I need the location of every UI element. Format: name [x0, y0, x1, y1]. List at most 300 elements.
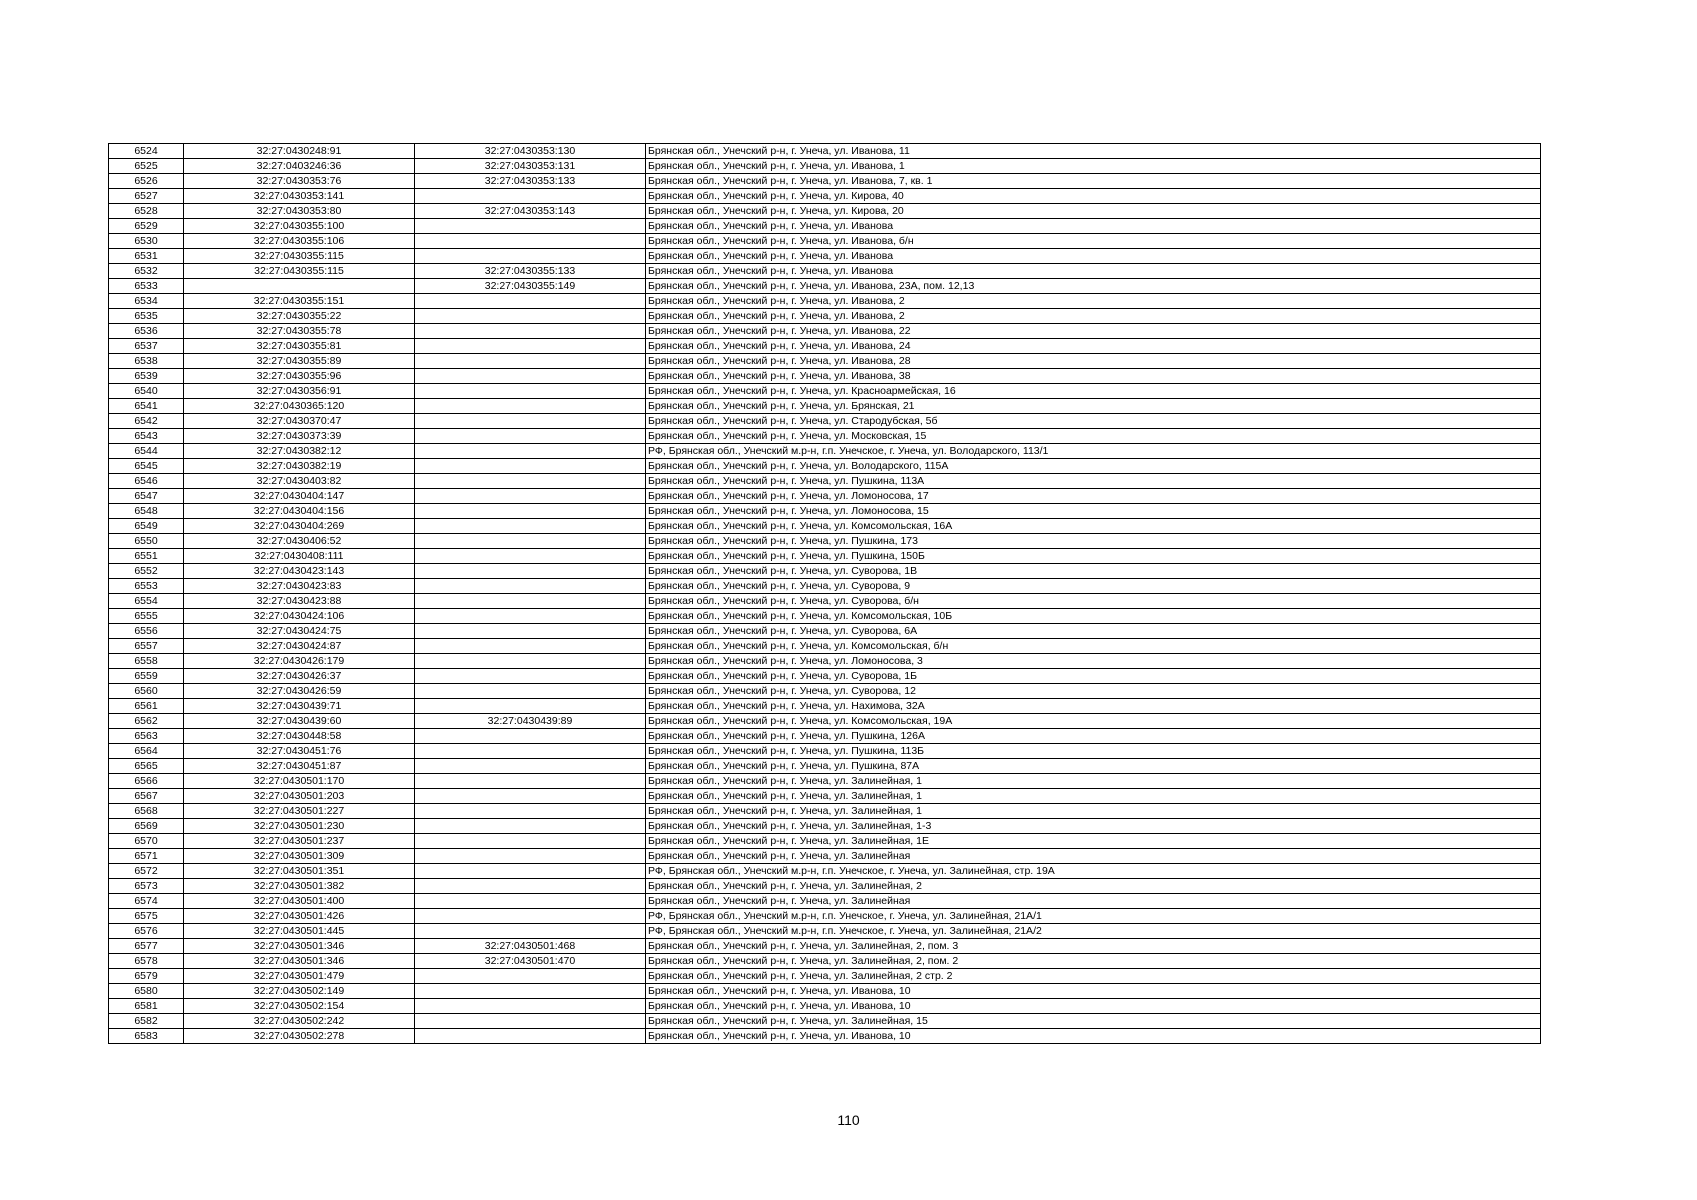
address-cell: Брянская обл., Унечский р-н, г. Унеча, ул. Пушкина, 126А — [646, 729, 1541, 744]
related-cadastral-number-cell — [415, 774, 646, 789]
cadastral-number-cell: 32:27:0430502:149 — [184, 984, 415, 999]
cadastral-number-cell: 32:27:0430501:230 — [184, 819, 415, 834]
cadastral-number-cell: 32:27:0430406:52 — [184, 534, 415, 549]
related-cadastral-number-cell — [415, 324, 646, 339]
address-cell: Брянская обл., Унечский р-н, г. Унеча, ул. Иванова — [646, 264, 1541, 279]
related-cadastral-number-cell — [415, 399, 646, 414]
cadastral-number-cell: 32:27:0430501:203 — [184, 789, 415, 804]
table-row — [109, 609, 1541, 624]
row-number-cell: 6570 — [109, 834, 184, 849]
related-cadastral-number-cell — [415, 759, 646, 774]
related-cadastral-number-cell: 32:27:0430501:470 — [415, 954, 646, 969]
cadastral-number-cell: 32:27:0430451:76 — [184, 744, 415, 759]
address-cell: Брянская обл., Унечский р-н, г. Унеча, ул. Суворова, 1В — [646, 564, 1541, 579]
row-number-cell: 6573 — [109, 879, 184, 894]
row-number-cell: 6545 — [109, 459, 184, 474]
address-cell: Брянская обл., Унечский р-н, г. Унеча, ул. Суворова, 6А — [646, 624, 1541, 639]
row-number-cell: 6574 — [109, 894, 184, 909]
cadastral-number-cell: 32:27:0430501:237 — [184, 834, 415, 849]
cadastral-number-cell: 32:27:0430424:75 — [184, 624, 415, 639]
table-row — [109, 189, 1541, 204]
address-cell: Брянская обл., Унечский р-н, г. Унеча, ул. Залинейная, 1 — [646, 789, 1541, 804]
cadastral-number-cell: 32:27:0430439:60 — [184, 714, 415, 729]
cadastral-number-cell: 32:27:0430356:91 — [184, 384, 415, 399]
address-cell: Брянская обл., Унечский р-н, г. Унеча, ул. Брянская, 21 — [646, 399, 1541, 414]
row-number-cell: 6577 — [109, 939, 184, 954]
address-cell: Брянская обл., Унечский р-н, г. Унеча, ул. Иванова, б/н — [646, 234, 1541, 249]
table-row — [109, 234, 1541, 249]
row-number-cell: 6558 — [109, 654, 184, 669]
row-number-cell: 6583 — [109, 1029, 184, 1044]
address-cell: Брянская обл., Унечский р-н, г. Унеча, ул. Пушкина, 113Б — [646, 744, 1541, 759]
row-number-cell: 6571 — [109, 849, 184, 864]
related-cadastral-number-cell — [415, 789, 646, 804]
row-number-cell: 6530 — [109, 234, 184, 249]
cadastral-number-cell: 32:27:0430501:309 — [184, 849, 415, 864]
row-number-cell: 6567 — [109, 789, 184, 804]
address-cell: Брянская обл., Унечский р-н, г. Унеча, ул. Пушкина, 113А — [646, 474, 1541, 489]
address-cell: Брянская обл., Унечский р-н, г. Унеча, ул. Иванова — [646, 249, 1541, 264]
row-number-cell: 6532 — [109, 264, 184, 279]
cadastral-number-cell: 32:27:0430355:151 — [184, 294, 415, 309]
related-cadastral-number-cell: 32:27:0430353:131 — [415, 159, 646, 174]
cadastral-number-cell: 32:27:0430426:179 — [184, 654, 415, 669]
address-cell: Брянская обл., Унечский р-н, г. Унеча, ул. Суворова, 12 — [646, 684, 1541, 699]
table-row — [109, 264, 1541, 279]
table-row — [109, 954, 1541, 969]
row-number-cell: 6572 — [109, 864, 184, 879]
related-cadastral-number-cell: 32:27:0430353:133 — [415, 174, 646, 189]
related-cadastral-number-cell — [415, 879, 646, 894]
related-cadastral-number-cell — [415, 864, 646, 879]
table-row — [109, 984, 1541, 999]
related-cadastral-number-cell — [415, 624, 646, 639]
related-cadastral-number-cell — [415, 639, 646, 654]
table-row — [109, 969, 1541, 984]
table-row — [109, 339, 1541, 354]
table-row — [109, 204, 1541, 219]
row-number-cell: 6538 — [109, 354, 184, 369]
cadastral-number-cell: 32:27:0430423:143 — [184, 564, 415, 579]
cadastral-number-cell: 32:27:0430501:479 — [184, 969, 415, 984]
row-number-cell: 6562 — [109, 714, 184, 729]
row-number-cell: 6529 — [109, 219, 184, 234]
related-cadastral-number-cell — [415, 909, 646, 924]
table-row — [109, 669, 1541, 684]
table-row — [109, 159, 1541, 174]
cadastral-number-cell: 32:27:0430382:19 — [184, 459, 415, 474]
address-cell: Брянская обл., Унечский р-н, г. Унеча, ул. Пушкина, 150Б — [646, 549, 1541, 564]
related-cadastral-number-cell — [415, 609, 646, 624]
row-number-cell: 6524 — [109, 144, 184, 159]
address-cell: Брянская обл., Унечский р-н, г. Унеча, ул. Московская, 15 — [646, 429, 1541, 444]
cadastral-number-cell: 32:27:0430501:400 — [184, 894, 415, 909]
related-cadastral-number-cell — [415, 579, 646, 594]
cadastral-number-cell: 32:27:0430355:89 — [184, 354, 415, 369]
row-number-cell: 6525 — [109, 159, 184, 174]
address-cell: Брянская обл., Унечский р-н, г. Унеча, ул. Иванова, 11 — [646, 144, 1541, 159]
row-number-cell: 6556 — [109, 624, 184, 639]
table-row — [109, 324, 1541, 339]
cadastral-number-cell: 32:27:0430423:88 — [184, 594, 415, 609]
row-number-cell: 6581 — [109, 999, 184, 1014]
row-number-cell: 6582 — [109, 1014, 184, 1029]
table-row — [109, 639, 1541, 654]
address-cell: РФ, Брянская обл., Унечский м.р-н, г.п. Унечское, г. Унеча, ул. Володарского, 113/1 — [646, 444, 1541, 459]
table-row — [109, 399, 1541, 414]
row-number-cell: 6546 — [109, 474, 184, 489]
row-number-cell: 6531 — [109, 249, 184, 264]
cadastral-number-cell: 32:27:0430355:22 — [184, 309, 415, 324]
related-cadastral-number-cell — [415, 804, 646, 819]
cadastral-number-cell: 32:27:0430353:141 — [184, 189, 415, 204]
address-cell: РФ, Брянская обл., Унечский м.р-н, г.п. Унечское, г. Унеча, ул. Залинейная, 21А/2 — [646, 924, 1541, 939]
address-cell: Брянская обл., Унечский р-н, г. Унеча, ул. Залинейная, 1-3 — [646, 819, 1541, 834]
row-number-cell: 6578 — [109, 954, 184, 969]
table-row — [109, 699, 1541, 714]
row-number-cell: 6550 — [109, 534, 184, 549]
related-cadastral-number-cell — [415, 474, 646, 489]
address-cell: Брянская обл., Унечский р-н, г. Унеча, ул. Иванова, 23А, пом. 12,13 — [646, 279, 1541, 294]
table-row — [109, 879, 1541, 894]
row-number-cell: 6561 — [109, 699, 184, 714]
address-cell: РФ, Брянская обл., Унечский м.р-н, г.п. Унечское, г. Унеча, ул. Залинейная, стр. 19А — [646, 864, 1541, 879]
related-cadastral-number-cell — [415, 429, 646, 444]
row-number-cell: 6537 — [109, 339, 184, 354]
address-cell: Брянская обл., Унечский р-н, г. Унеча, ул. Комсомольская, 19А — [646, 714, 1541, 729]
page-number: 110 — [837, 1112, 860, 1128]
address-cell: РФ, Брянская обл., Унечский м.р-н, г.п. Унечское, г. Унеча, ул. Залинейная, 21А/1 — [646, 909, 1541, 924]
table-row — [109, 819, 1541, 834]
cadastral-number-cell: 32:27:0430355:96 — [184, 369, 415, 384]
row-number-cell: 6568 — [109, 804, 184, 819]
address-cell: Брянская обл., Унечский р-н, г. Унеча, ул. Залинейная, 2, пом. 3 — [646, 939, 1541, 954]
cadastral-number-cell: 32:27:0430501:346 — [184, 939, 415, 954]
address-cell: Брянская обл., Унечский р-н, г. Унеча, ул. Володарского, 115А — [646, 459, 1541, 474]
table-row — [109, 1029, 1541, 1044]
row-number-cell: 6528 — [109, 204, 184, 219]
table-row — [109, 249, 1541, 264]
table-row — [109, 504, 1541, 519]
row-number-cell: 6526 — [109, 174, 184, 189]
row-number-cell: 6576 — [109, 924, 184, 939]
related-cadastral-number-cell — [415, 189, 646, 204]
table-row — [109, 369, 1541, 384]
row-number-cell: 6563 — [109, 729, 184, 744]
table-row — [109, 429, 1541, 444]
address-cell: Брянская обл., Унечский р-н, г. Унеча, ул. Пушкина, 87А — [646, 759, 1541, 774]
cadastral-number-cell: 32:27:0430373:39 — [184, 429, 415, 444]
related-cadastral-number-cell — [415, 819, 646, 834]
related-cadastral-number-cell — [415, 504, 646, 519]
row-number-cell: 6549 — [109, 519, 184, 534]
address-cell: Брянская обл., Унечский р-н, г. Унеча, ул. Суворова, 9 — [646, 579, 1541, 594]
cadastral-number-cell: 32:27:0430403:82 — [184, 474, 415, 489]
cadastral-number-cell: 32:27:0430248:91 — [184, 144, 415, 159]
table-row — [109, 834, 1541, 849]
address-cell: Брянская обл., Унечский р-н, г. Унеча, ул. Кирова, 20 — [646, 204, 1541, 219]
related-cadastral-number-cell — [415, 489, 646, 504]
table-row — [109, 624, 1541, 639]
address-cell: Брянская обл., Унечский р-н, г. Унеча, ул. Иванова, 2 — [646, 294, 1541, 309]
related-cadastral-number-cell — [415, 519, 646, 534]
address-cell: Брянская обл., Унечский р-н, г. Унеча, ул. Комсомольская, б/н — [646, 639, 1541, 654]
address-cell: Брянская обл., Унечский р-н, г. Унеча, ул. Ломоносова, 17 — [646, 489, 1541, 504]
related-cadastral-number-cell — [415, 384, 646, 399]
row-number-cell: 6566 — [109, 774, 184, 789]
address-cell: Брянская обл., Унечский р-н, г. Унеча, ул. Ломоносова, 3 — [646, 654, 1541, 669]
row-number-cell: 6534 — [109, 294, 184, 309]
table-row — [109, 444, 1541, 459]
cadastral-number-cell: 32:27:0430501:170 — [184, 774, 415, 789]
table-row — [109, 489, 1541, 504]
address-cell: Брянская обл., Унечский р-н, г. Унеча, ул. Иванова, 2 — [646, 309, 1541, 324]
address-cell: Брянская обл., Унечский р-н, г. Унеча, ул. Иванова, 1 — [646, 159, 1541, 174]
related-cadastral-number-cell — [415, 999, 646, 1014]
row-number-cell: 6541 — [109, 399, 184, 414]
related-cadastral-number-cell — [415, 414, 646, 429]
row-number-cell: 6559 — [109, 669, 184, 684]
row-number-cell: 6551 — [109, 549, 184, 564]
table-row — [109, 999, 1541, 1014]
related-cadastral-number-cell — [415, 894, 646, 909]
related-cadastral-number-cell — [415, 654, 646, 669]
related-cadastral-number-cell — [415, 969, 646, 984]
cadastral-number-cell: 32:27:0430424:106 — [184, 609, 415, 624]
address-cell: Брянская обл., Унечский р-н, г. Унеча, ул. Залинейная, 15 — [646, 1014, 1541, 1029]
address-cell: Брянская обл., Унечский р-н, г. Унеча, ул. Иванова, 24 — [646, 339, 1541, 354]
row-number-cell: 6569 — [109, 819, 184, 834]
related-cadastral-number-cell — [415, 1014, 646, 1029]
row-number-cell: 6560 — [109, 684, 184, 699]
related-cadastral-number-cell — [415, 834, 646, 849]
row-number-cell: 6536 — [109, 324, 184, 339]
table-row — [109, 384, 1541, 399]
related-cadastral-number-cell — [415, 294, 646, 309]
address-cell: Брянская обл., Унечский р-н, г. Унеча, ул. Комсомольская, 16А — [646, 519, 1541, 534]
cadastral-number-cell: 32:27:0430353:80 — [184, 204, 415, 219]
related-cadastral-number-cell — [415, 984, 646, 999]
table-row — [109, 864, 1541, 879]
table-row — [109, 744, 1541, 759]
table-row — [109, 729, 1541, 744]
cadastral-number-cell: 32:27:0430501:382 — [184, 879, 415, 894]
cadastral-number-cell — [184, 279, 415, 294]
address-cell: Брянская обл., Унечский р-н, г. Унеча, ул. Иванова, 10 — [646, 1029, 1541, 1044]
cadastral-number-cell: 32:27:0430501:227 — [184, 804, 415, 819]
row-number-cell: 6580 — [109, 984, 184, 999]
row-number-cell: 6553 — [109, 579, 184, 594]
table-row — [109, 309, 1541, 324]
address-cell: Брянская обл., Унечский р-н, г. Унеча, ул. Пушкина, 173 — [646, 534, 1541, 549]
row-number-cell: 6554 — [109, 594, 184, 609]
related-cadastral-number-cell — [415, 234, 646, 249]
row-number-cell: 6544 — [109, 444, 184, 459]
table-row — [109, 759, 1541, 774]
address-cell: Брянская обл., Унечский р-н, г. Унеча, ул. Иванова, 22 — [646, 324, 1541, 339]
row-number-cell: 6565 — [109, 759, 184, 774]
related-cadastral-number-cell — [415, 684, 646, 699]
address-cell: Брянская обл., Унечский р-н, г. Унеча, ул. Красноармейская, 16 — [646, 384, 1541, 399]
address-cell: Брянская обл., Унечский р-н, г. Унеча, ул. Иванова, 10 — [646, 999, 1541, 1014]
cadastral-number-cell: 32:27:0430355:78 — [184, 324, 415, 339]
related-cadastral-number-cell — [415, 564, 646, 579]
table-row — [109, 594, 1541, 609]
table-row — [109, 174, 1541, 189]
related-cadastral-number-cell — [415, 1029, 646, 1044]
row-number-cell: 6552 — [109, 564, 184, 579]
address-cell: Брянская обл., Унечский р-н, г. Унеча, ул. Нахимова, 32А — [646, 699, 1541, 714]
related-cadastral-number-cell: 32:27:0430353:143 — [415, 204, 646, 219]
cadastral-number-cell: 32:27:0430501:351 — [184, 864, 415, 879]
table-row — [109, 459, 1541, 474]
row-number-cell: 6535 — [109, 309, 184, 324]
table-row — [109, 219, 1541, 234]
address-cell: Брянская обл., Унечский р-н, г. Унеча, ул. Залинейная, 1 — [646, 774, 1541, 789]
cadastral-number-cell: 32:27:0430451:87 — [184, 759, 415, 774]
cadastral-number-cell: 32:27:0430370:47 — [184, 414, 415, 429]
cadastral-number-cell: 32:27:0430502:242 — [184, 1014, 415, 1029]
related-cadastral-number-cell — [415, 849, 646, 864]
cadastral-number-cell: 32:27:0430439:71 — [184, 699, 415, 714]
cadastral-number-cell: 32:27:0430353:76 — [184, 174, 415, 189]
related-cadastral-number-cell: 32:27:0430353:130 — [415, 144, 646, 159]
address-cell: Брянская обл., Унечский р-н, г. Унеча, ул. Иванова — [646, 219, 1541, 234]
address-cell: Брянская обл., Унечский р-н, г. Унеча, ул. Суворова, 1Б — [646, 669, 1541, 684]
cadastral-number-cell: 32:27:0430382:12 — [184, 444, 415, 459]
related-cadastral-number-cell — [415, 219, 646, 234]
table-row — [109, 144, 1541, 159]
related-cadastral-number-cell — [415, 744, 646, 759]
related-cadastral-number-cell — [415, 369, 646, 384]
related-cadastral-number-cell — [415, 354, 646, 369]
table-row — [109, 654, 1541, 669]
table-row — [109, 294, 1541, 309]
table-row — [109, 789, 1541, 804]
row-number-cell: 6557 — [109, 639, 184, 654]
address-cell: Брянская обл., Унечский р-н, г. Унеча, ул. Суворова, б/н — [646, 594, 1541, 609]
related-cadastral-number-cell: 32:27:0430439:89 — [415, 714, 646, 729]
related-cadastral-number-cell — [415, 924, 646, 939]
address-cell: Брянская обл., Унечский р-н, г. Унеча, ул. Залинейная, 1 — [646, 804, 1541, 819]
cadastral-number-cell: 32:27:0430502:278 — [184, 1029, 415, 1044]
address-cell: Брянская обл., Унечский р-н, г. Унеча, ул. Иванова, 7, кв. 1 — [646, 174, 1541, 189]
address-cell: Брянская обл., Унечский р-н, г. Унеча, ул. Стародубская, 5б — [646, 414, 1541, 429]
cadastral-number-cell: 32:27:0430448:58 — [184, 729, 415, 744]
related-cadastral-number-cell: 32:27:0430355:133 — [415, 264, 646, 279]
cadastral-number-cell: 32:27:0430355:115 — [184, 249, 415, 264]
address-cell: Брянская обл., Унечский р-н, г. Унеча, ул. Ломоносова, 15 — [646, 504, 1541, 519]
table-row — [109, 849, 1541, 864]
table-row — [109, 774, 1541, 789]
related-cadastral-number-cell — [415, 594, 646, 609]
cadastral-number-cell: 32:27:0430404:156 — [184, 504, 415, 519]
address-cell: Брянская обл., Унечский р-н, г. Унеча, ул. Иванова, 38 — [646, 369, 1541, 384]
cadastral-number-cell: 32:27:0430355:100 — [184, 219, 415, 234]
related-cadastral-number-cell: 32:27:0430501:468 — [415, 939, 646, 954]
cadastral-number-cell: 32:27:0430365:120 — [184, 399, 415, 414]
row-number-cell: 6527 — [109, 189, 184, 204]
table-row — [109, 714, 1541, 729]
table-row — [109, 579, 1541, 594]
address-cell: Брянская обл., Унечский р-н, г. Унеча, ул. Иванова, 10 — [646, 984, 1541, 999]
cadastral-number-cell: 32:27:0430424:87 — [184, 639, 415, 654]
related-cadastral-number-cell — [415, 534, 646, 549]
data-table — [108, 143, 1541, 1044]
cadastral-number-cell: 32:27:0430404:147 — [184, 489, 415, 504]
cadastral-number-cell: 32:27:0430501:445 — [184, 924, 415, 939]
table-row — [109, 939, 1541, 954]
row-number-cell: 6539 — [109, 369, 184, 384]
table-row — [109, 909, 1541, 924]
related-cadastral-number-cell — [415, 444, 646, 459]
row-number-cell: 6555 — [109, 609, 184, 624]
related-cadastral-number-cell — [415, 339, 646, 354]
cadastral-number-cell: 32:27:0430501:426 — [184, 909, 415, 924]
table-row — [109, 549, 1541, 564]
related-cadastral-number-cell — [415, 249, 646, 264]
row-number-cell: 6564 — [109, 744, 184, 759]
cadastral-number-cell: 32:27:0430426:59 — [184, 684, 415, 699]
cadastral-number-cell: 32:27:0430502:154 — [184, 999, 415, 1014]
address-cell: Брянская обл., Унечский р-н, г. Унеча, ул. Залинейная, 2 — [646, 879, 1541, 894]
cadastral-number-cell: 32:27:0430404:269 — [184, 519, 415, 534]
related-cadastral-number-cell — [415, 309, 646, 324]
table-row — [109, 684, 1541, 699]
related-cadastral-number-cell — [415, 729, 646, 744]
related-cadastral-number-cell — [415, 459, 646, 474]
cadastral-number-cell: 32:27:0430426:37 — [184, 669, 415, 684]
address-cell: Брянская обл., Унечский р-н, г. Унеча, ул. Залинейная — [646, 849, 1541, 864]
related-cadastral-number-cell — [415, 669, 646, 684]
table-row — [109, 474, 1541, 489]
cadastral-number-cell: 32:27:0430355:115 — [184, 264, 415, 279]
cadastral-number-cell: 32:27:0430355:81 — [184, 339, 415, 354]
row-number-cell: 6533 — [109, 279, 184, 294]
row-number-cell: 6547 — [109, 489, 184, 504]
address-cell: Брянская обл., Унечский р-н, г. Унеча, ул. Залинейная — [646, 894, 1541, 909]
row-number-cell: 6579 — [109, 969, 184, 984]
table-row — [109, 414, 1541, 429]
table-row — [109, 354, 1541, 369]
table-row — [109, 924, 1541, 939]
table-row — [109, 564, 1541, 579]
row-number-cell: 6575 — [109, 909, 184, 924]
table-row — [109, 279, 1541, 294]
table-row — [109, 1014, 1541, 1029]
address-cell: Брянская обл., Унечский р-н, г. Унеча, ул. Залинейная, 2 стр. 2 — [646, 969, 1541, 984]
table-row — [109, 519, 1541, 534]
related-cadastral-number-cell: 32:27:0430355:149 — [415, 279, 646, 294]
related-cadastral-number-cell — [415, 699, 646, 714]
cadastral-number-cell: 32:27:0430355:106 — [184, 234, 415, 249]
related-cadastral-number-cell — [415, 549, 646, 564]
cadastral-number-cell: 32:27:0430501:346 — [184, 954, 415, 969]
table-row — [109, 894, 1541, 909]
address-cell: Брянская обл., Унечский р-н, г. Унеча, ул. Иванова, 28 — [646, 354, 1541, 369]
cadastral-number-cell: 32:27:0430423:83 — [184, 579, 415, 594]
row-number-cell: 6543 — [109, 429, 184, 444]
address-cell: Брянская обл., Унечский р-н, г. Унеча, ул. Кирова, 40 — [646, 189, 1541, 204]
address-cell: Брянская обл., Унечский р-н, г. Унеча, ул. Залинейная, 2, пом. 2 — [646, 954, 1541, 969]
table-row — [109, 804, 1541, 819]
row-number-cell: 6540 — [109, 384, 184, 399]
table-row — [109, 534, 1541, 549]
row-number-cell: 6542 — [109, 414, 184, 429]
address-cell: Брянская обл., Унечский р-н, г. Унеча, ул. Залинейная, 1Е — [646, 834, 1541, 849]
row-number-cell: 6548 — [109, 504, 184, 519]
cadastral-number-cell: 32:27:0430408:111 — [184, 549, 415, 564]
